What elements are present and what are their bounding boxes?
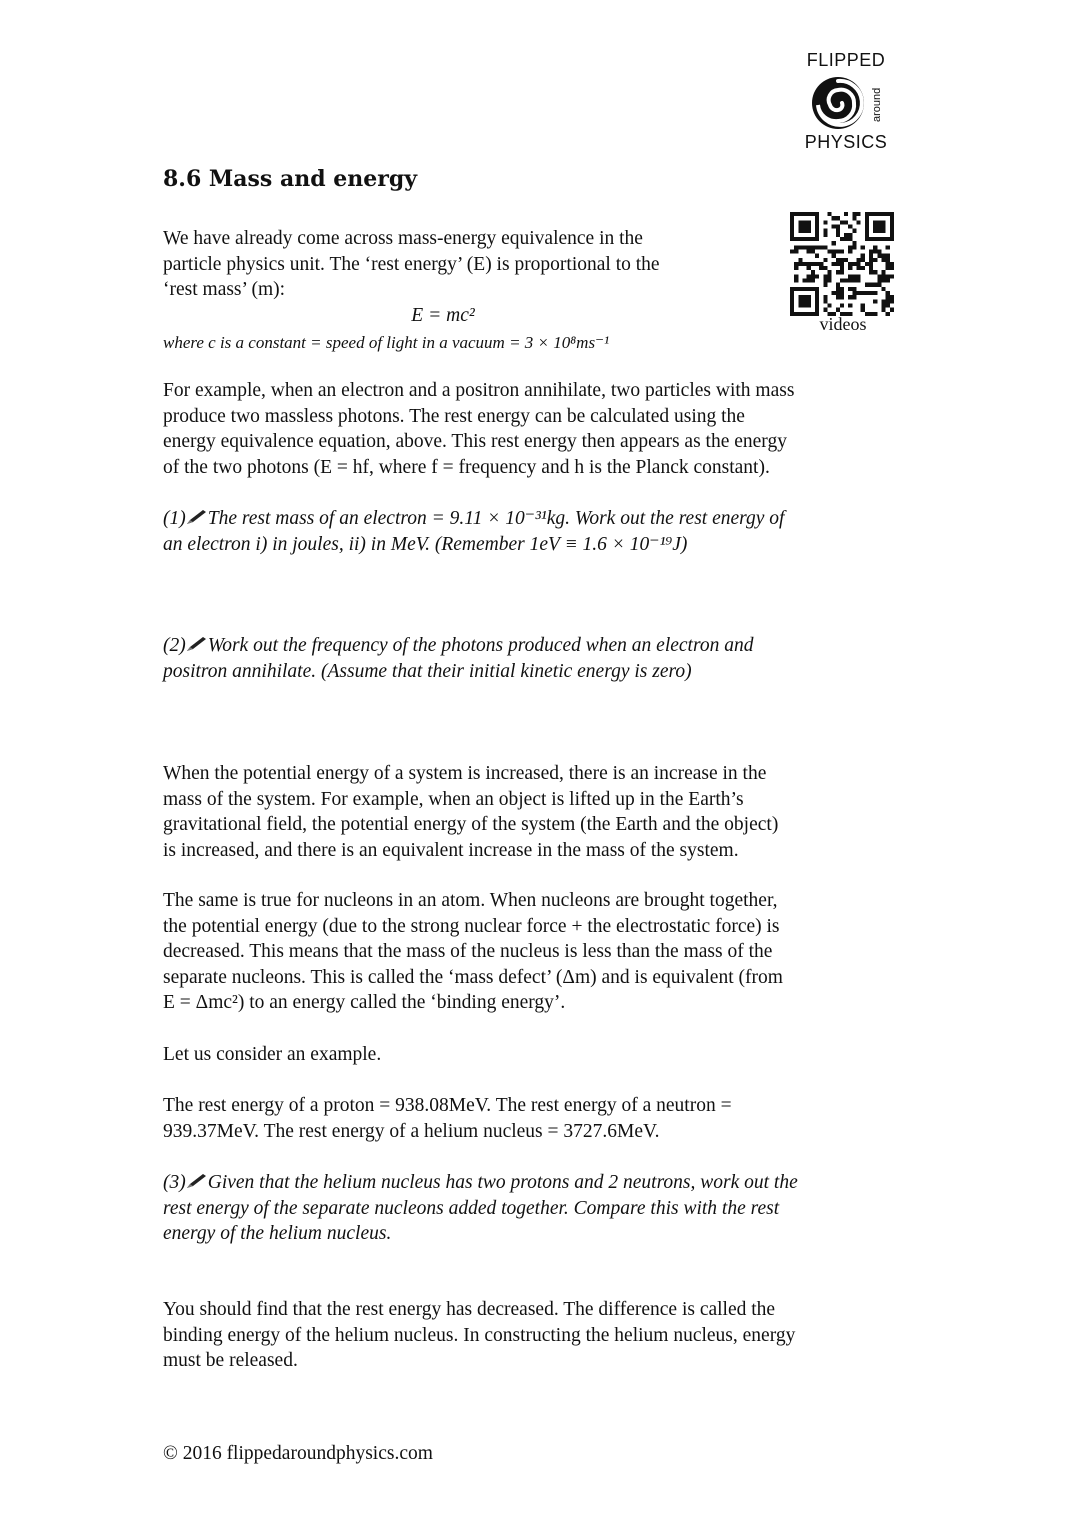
text-line: energy equivalence equation, above. This rest energy then appears as the energy: [163, 431, 787, 453]
intro-line: particle physics unit. The ‘rest energy’ (E) is proportional to the: [163, 253, 660, 275]
intro-paragraph: [163, 226, 763, 303]
question-1: [163, 506, 923, 557]
logo-text-bottom: PHYSICS: [804, 132, 888, 152]
paragraph-binding-energy: [163, 1297, 923, 1374]
paragraph-rest-energies: [163, 1093, 923, 1144]
qr-code-icon[interactable]: [790, 212, 894, 316]
question-line: an electron i) in joules, ii) in MeV. (Remember 1eV ≡ 1.6 × 10⁻¹⁹J): [163, 533, 688, 555]
equation-note: where c is a constant = speed of light in a vacuum = 3 × 10⁸ms⁻¹: [163, 333, 610, 352]
equation: E = mc²: [411, 305, 475, 326]
text-line: separate nucleons. This is called the ‘mass defect’ (Δm) and is equivalent (from: [163, 966, 783, 988]
question-3: [163, 1170, 923, 1247]
swirl-logo-icon: [810, 75, 866, 131]
text-line: gravitational field, the potential energy of the system (the Earth and the object): [163, 814, 779, 836]
text-line: the potential energy (due to the strong nuclear force + the electrostatic force) is: [163, 915, 780, 937]
intro-line: ‘rest mass’ (m):: [163, 279, 286, 301]
paragraph-example-intro: Let us consider an example.: [163, 1044, 382, 1065]
flipped-around-physics-logo: [796, 48, 908, 158]
text-line: The same is true for nucleons in an atom. When nucleons are brought together,: [163, 890, 778, 911]
text-line: E = Δmc²) to an energy called the ‘binding energy’.: [163, 992, 566, 1014]
text-line: must be released.: [163, 1350, 298, 1372]
text-line: For example, when an electron and a positron annihilate, two particles with mass: [163, 380, 795, 401]
text-line: When the potential energy of a system is increased, there is an increase in the: [163, 763, 767, 784]
question-line: positron annihilate. (Assume that their initial kinetic energy is zero): [163, 660, 692, 682]
question-2: [163, 633, 923, 684]
text-line: produce two massless photons. The rest energy can be calculated using the: [163, 405, 745, 427]
paragraph-mass-defect: [163, 888, 923, 1016]
question-line: (1) The rest mass of an electron = 9.11 × 10⁻³¹kg. Work out the rest energy of: [163, 508, 785, 529]
qr-caption: videos: [819, 314, 867, 334]
text-line: decreased. This means that the mass of the nucleus is less than the mass of the: [163, 941, 773, 963]
pencil-icon: [186, 1173, 208, 1189]
text-line: of the two photons (E = hf, where f = frequency and h is the Planck constant).: [163, 456, 770, 478]
logo-text-top: FLIPPED: [806, 50, 886, 70]
text-line: You should find that the rest energy has decreased. The difference is called the: [163, 1299, 776, 1320]
paragraph-annihilation: [163, 378, 923, 480]
pencil-icon: [186, 636, 208, 652]
pencil-icon: [186, 509, 208, 525]
text-line: mass of the system. For example, when an object is lifted up in the Earth’s: [163, 788, 744, 810]
text-line: 939.37MeV. The rest energy of a helium nucleus = 3727.6MeV.: [163, 1120, 660, 1142]
question-line: rest energy of the separate nucleons added together. Compare this with the rest: [163, 1197, 780, 1219]
question-line: (2) Work out the frequency of the photons produced when an electron and: [163, 635, 754, 656]
question-line: (3) Given that the helium nucleus has two protons and 2 neutrons, work out the: [163, 1172, 798, 1193]
page-title: 8.6 Mass and energy: [163, 166, 418, 192]
text-line: The rest energy of a proton = 938.08MeV. The rest energy of a neutron =: [163, 1095, 732, 1116]
question-line: energy of the helium nucleus.: [163, 1223, 392, 1245]
intro-line: We have already come across mass-energy equivalence in the: [163, 228, 643, 249]
text-line: is increased, and there is an equivalent increase in the mass of the system.: [163, 839, 739, 861]
text-line: binding energy of the helium nucleus. In constructing the helium nucleus, energy: [163, 1324, 796, 1346]
logo-text-side: around: [871, 87, 883, 123]
copyright-footer: © 2016 flippedaroundphysics.com: [163, 1443, 433, 1464]
paragraph-potential-energy: [163, 761, 923, 863]
